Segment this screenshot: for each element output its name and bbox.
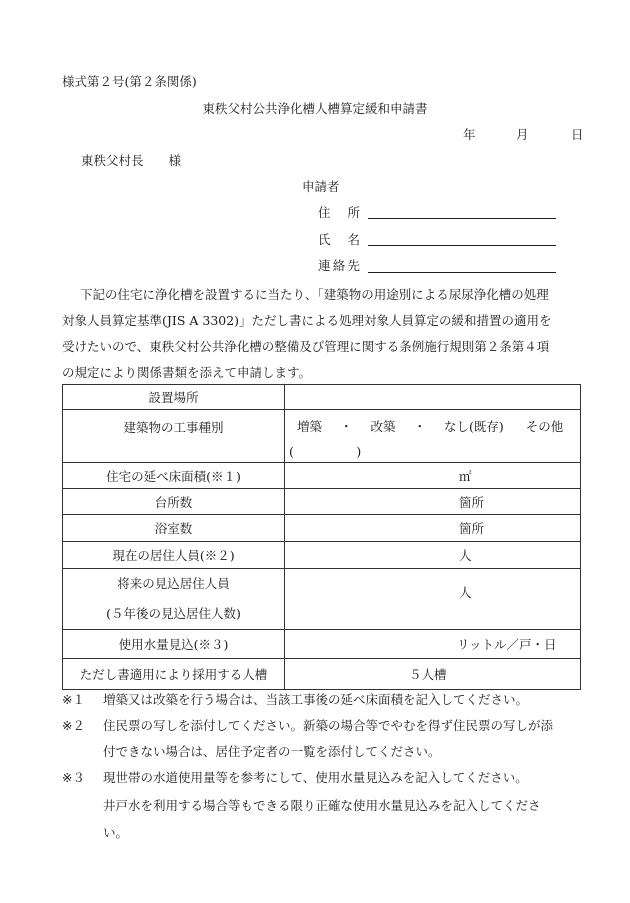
table-row — [63, 569, 581, 630]
note-1-line: 増築又は改築を行う場合は、当該工事後の延べ床面積を記入してください。 — [103, 692, 529, 707]
applicant-heading: 申請者 — [302, 179, 340, 194]
body-text-line: 受けたいので、東秩父村公共浄化槽の整備及び管理に関する条例施行規則第２条第４項 — [62, 339, 550, 354]
note-2-line: 付できない場合は、居住予定者の一覧を添付してください。 — [103, 744, 441, 759]
name-label: 氏名 — [318, 232, 360, 247]
table-row — [63, 659, 581, 690]
other-detail-field[interactable]: ( ) — [289, 444, 362, 459]
option-other[interactable]: その他 — [525, 419, 564, 434]
water-usage-unit: リットル／戸・日 — [457, 637, 557, 652]
adopted-capacity-field — [285, 659, 581, 690]
note-mark-2: ※２ — [62, 718, 85, 733]
note-3-line: い。 — [103, 825, 129, 840]
date-month-label: 月 — [516, 127, 529, 142]
future-residents-unit: 人 — [459, 585, 472, 600]
kitchen-count-label: 台所数 — [63, 489, 285, 515]
address-label: 住所 — [318, 205, 360, 220]
location-label: 設置場所 — [63, 385, 285, 410]
work-type-options — [297, 417, 563, 435]
form-number: 様式第２号(第２条関係) — [62, 74, 197, 89]
option-separator: ・ — [413, 419, 427, 434]
application-table — [62, 384, 581, 690]
contact-label: 連絡先 — [318, 258, 360, 273]
option-none-existing[interactable]: なし(既存) — [444, 419, 504, 434]
address-field[interactable] — [368, 218, 556, 219]
work-type-label: 建築物の工事種別 — [63, 410, 285, 463]
body-text-line: 下記の住宅に浄化槽を設置するに当たり、「建築物の用途別による尿尿浄化槽の処理 — [80, 287, 549, 302]
future-residents-label-line: 将来の見込居住人員 — [117, 576, 230, 591]
note-mark-1: ※１ — [62, 692, 85, 707]
location-field[interactable] — [285, 385, 581, 410]
document-title: 東秩父村公共浄化槽人槽算定緩和申請書 — [202, 101, 428, 116]
contact-field[interactable] — [368, 272, 556, 273]
kitchen-count-unit: 箇所 — [459, 494, 485, 510]
table-row — [63, 630, 581, 659]
water-usage-field[interactable] — [285, 630, 581, 659]
floor-area-field[interactable] — [285, 463, 581, 489]
date-year-label: 年 — [463, 127, 476, 142]
bathroom-count-field[interactable] — [285, 515, 581, 542]
future-residents-label — [63, 569, 285, 630]
floor-area-label: 住宅の延べ床面積(※１) — [63, 463, 285, 489]
table-row — [63, 489, 581, 515]
note-3-line: 現世帯の水道使用量等を参考にして、使用水量見込みを記入してください。 — [103, 770, 528, 785]
future-residents-field[interactable] — [285, 569, 581, 630]
water-usage-label: 使用水量見込(※３) — [63, 630, 285, 659]
table-row — [63, 410, 581, 463]
floor-area-unit: ㎡ — [459, 468, 472, 484]
current-residents-field[interactable] — [285, 542, 581, 569]
table-row — [63, 515, 581, 542]
adopted-capacity-label: ただし書適用により採用する人槽 — [63, 659, 285, 690]
note-2-line: 住民票の写しを添付してください。新築の場合等でやむを得ず住民票の写しが添 — [103, 718, 554, 733]
bathroom-count-unit: 箇所 — [459, 521, 485, 536]
name-field[interactable] — [368, 245, 556, 246]
bathroom-count-label: 浴室数 — [63, 515, 285, 542]
future-residents-label-note: (５年後の見込居住人数) — [106, 606, 241, 621]
addressee: 東秩父村長 様 — [81, 153, 182, 168]
body-text-line: 対象人員算定基準(JIS A 3302)」ただし書による処理対象人員算定の緩和措置の適用を — [62, 313, 552, 328]
kitchen-count-field[interactable] — [285, 489, 581, 515]
table-row — [63, 542, 581, 569]
table-row — [63, 463, 581, 489]
note-3-line: 井戸水を利用する場合等もできる限り正確な使用水量見込みを記入してくださ — [103, 798, 541, 813]
current-residents-label: 現在の居住人員(※２) — [63, 542, 285, 569]
option-separator: ・ — [340, 419, 353, 434]
current-residents-unit: 人 — [459, 548, 472, 563]
option-renovation[interactable]: 改築 — [370, 419, 396, 434]
table-row — [63, 385, 581, 410]
body-text-line: の規定により関係書類を添えて申請します。 — [62, 365, 312, 380]
option-expansion[interactable]: 増築 — [297, 419, 323, 434]
note-mark-3: ※３ — [62, 770, 85, 785]
work-type-field — [285, 410, 581, 463]
date-day-label: 日 — [571, 127, 584, 142]
adopted-capacity-value: ５人槽 — [409, 667, 447, 682]
